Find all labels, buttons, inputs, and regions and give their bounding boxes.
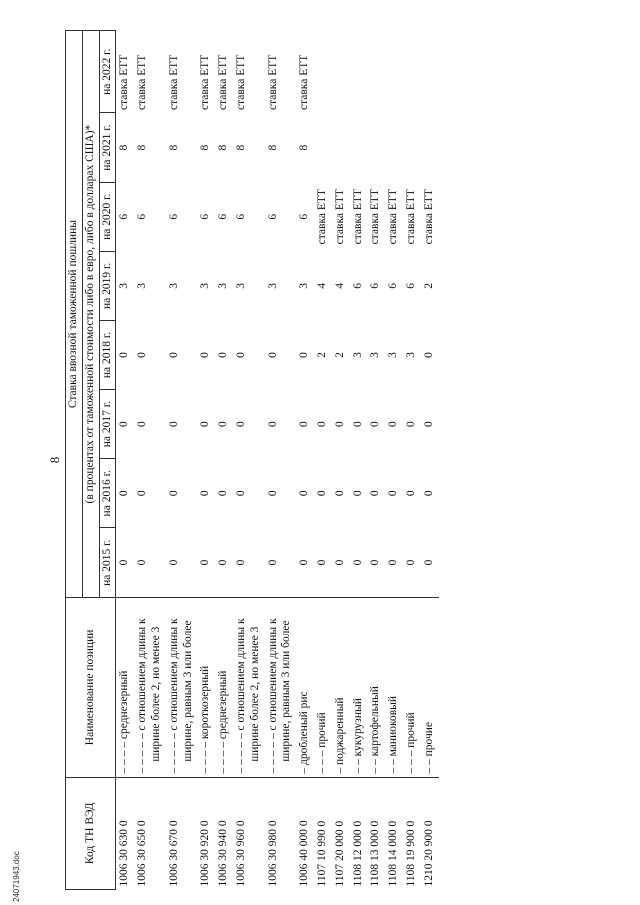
rate-value: 8 [298, 144, 311, 151]
rate-value: 3 [136, 282, 149, 289]
rate-value: 0 [387, 421, 400, 428]
rate-value: 6 [404, 282, 417, 289]
rate-value: 0 [315, 559, 328, 566]
rate-value: 0 [298, 352, 311, 358]
rate-value [421, 113, 439, 182]
item-name-cell [421, 598, 439, 778]
item-name: – – – прочий [315, 712, 328, 774]
rate-value: 0 [234, 559, 247, 566]
item-name: – – – – – с отношением длины к ширине более 2, но менее 3 [136, 618, 162, 774]
rate-value: 0 [369, 421, 382, 428]
item-name-cell [265, 598, 297, 778]
name-column-header: Наименование позиции [66, 598, 116, 778]
rate-value: 0 [351, 490, 364, 497]
hs-code: 1006 30 630 0 [118, 820, 131, 887]
item-name-cell [403, 598, 421, 778]
rate-value: 0 [404, 559, 417, 566]
page-number: 8 [47, 456, 62, 464]
rate-value: 0 [351, 559, 364, 566]
item-name: – – прочие [422, 721, 435, 774]
rate-value: 6 [234, 213, 247, 220]
hs-code: 1108 19 900 0 [404, 820, 417, 887]
table-row [296, 31, 314, 890]
item-name-cell [166, 598, 198, 778]
rate-value: 2 [315, 352, 328, 358]
rate-value: 8 [217, 144, 230, 151]
table-row [403, 31, 421, 890]
rate-value: 3 [217, 282, 230, 289]
rate-value: 6 [217, 213, 230, 220]
hs-code: 1108 13 000 0 [369, 820, 382, 887]
table-row [197, 31, 215, 890]
tariff-table [65, 30, 439, 890]
item-name: – – картофельный [369, 686, 382, 774]
rate-value: 0 [404, 490, 417, 497]
rate-value [367, 113, 385, 182]
rate-value: 0 [369, 490, 382, 497]
table-body [116, 31, 439, 890]
rate-value: 3 [167, 282, 180, 289]
rate-value: ставка ЕТТ [369, 189, 382, 245]
rate-value: 0 [266, 559, 279, 566]
rate-value: 0 [298, 490, 311, 497]
rate-value: 6 [199, 213, 212, 220]
rate-value: 0 [136, 490, 149, 497]
rate-value: 3 [298, 282, 311, 289]
rate-value [350, 31, 368, 114]
rate-value: 0 [333, 490, 346, 497]
year-header: на 2019 г. [99, 251, 116, 320]
item-name-cell [134, 598, 166, 778]
hs-code: 1108 12 000 0 [351, 820, 364, 887]
rate-value: 0 [199, 559, 212, 566]
rate-value: ставка ЕТТ [315, 189, 328, 245]
rate-value: ставка ЕТТ [298, 54, 311, 110]
rate-value: 3 [234, 282, 247, 289]
rate-value: 0 [422, 421, 435, 428]
rate-value: ставка ЕТТ [387, 189, 400, 245]
rate-value: 4 [315, 282, 328, 289]
rate-value: 6 [167, 213, 180, 220]
hs-code: 1108 14 000 0 [387, 820, 400, 887]
rate-value: 6 [136, 213, 149, 220]
item-name: – дробленый рис [298, 691, 311, 774]
rate-value: 0 [118, 352, 131, 358]
table-row [215, 31, 233, 890]
rate-value: 0 [266, 421, 279, 428]
rate-value: 6 [118, 213, 131, 220]
rate-value [421, 31, 439, 114]
rate-value [314, 31, 332, 114]
rate-value: 8 [199, 144, 212, 151]
rate-value [403, 31, 421, 114]
rate-value: ставка ЕТТ [217, 54, 230, 110]
rate-value: 0 [199, 352, 212, 358]
rate-value: 0 [199, 421, 212, 428]
rate-value: 0 [266, 490, 279, 497]
rate-value: 3 [404, 352, 417, 358]
rate-value [350, 113, 368, 182]
table-row [265, 31, 297, 890]
rate-value: 4 [333, 282, 346, 289]
rate-value: 0 [136, 421, 149, 428]
rate-value: 3 [387, 352, 400, 358]
table-row [367, 31, 385, 890]
item-name-cell [314, 598, 332, 778]
item-name-cell [350, 598, 368, 778]
hs-code: 1107 10 990 0 [315, 820, 328, 887]
rate-value: 0 [167, 490, 180, 497]
rate-value [403, 113, 421, 182]
rate-value: 0 [298, 421, 311, 428]
rate-value: 0 [136, 352, 149, 358]
rate-value: 0 [387, 490, 400, 497]
rate-value: 0 [199, 490, 212, 497]
item-name: – – – – – с отношением длины к ширине, равным 3 или более [167, 618, 194, 774]
rate-value: 3 [118, 282, 131, 289]
rate-value: 0 [315, 421, 328, 428]
item-name: – – – – среднезерный [118, 670, 131, 774]
rate-value: 8 [234, 144, 247, 151]
table-row [233, 31, 265, 890]
table-row [166, 31, 198, 890]
rate-value: ставка ЕТТ [333, 189, 346, 245]
item-name: – – – – короткозерный [199, 665, 212, 774]
rate-value: ставка ЕТТ [404, 189, 417, 245]
rate-value [332, 31, 350, 114]
year-header: на 2017 г. [99, 390, 116, 459]
item-name: – – – – среднезерный [217, 670, 230, 774]
item-name-cell [215, 598, 233, 778]
rate-value [332, 113, 350, 182]
code-column-header: Код ТН ВЭД [66, 777, 116, 889]
rate-value [385, 113, 403, 182]
year-header: на 2018 г. [99, 320, 116, 389]
rate-value: 0 [315, 490, 328, 497]
rate-value: 0 [333, 421, 346, 428]
hs-code: 1107 20 000 0 [333, 820, 346, 887]
rate-value: 8 [136, 144, 149, 151]
item-name: – – – – – с отношением длины к ширине более 2, но менее 3 [234, 618, 261, 774]
rate-value: 6 [298, 213, 311, 220]
rate-value: 0 [422, 490, 435, 497]
footer-filename: 24071943.doc [12, 851, 21, 902]
hs-code: 1006 40 000 0 [298, 820, 311, 887]
year-header: на 2021 г. [99, 113, 116, 182]
rate-value [314, 113, 332, 182]
year-header: на 2015 г. [99, 528, 116, 598]
rate-value: 0 [234, 490, 247, 497]
rate-value: 6 [266, 213, 279, 220]
item-name-cell [367, 598, 385, 778]
item-name-cell [332, 598, 350, 778]
rate-value: 6 [387, 282, 400, 289]
table-row [314, 31, 332, 890]
rate-value: 3 [351, 352, 364, 358]
rate-value: 0 [118, 490, 131, 497]
item-name-cell [296, 598, 314, 778]
rate-value: 0 [298, 559, 311, 566]
rate-value: 0 [351, 421, 364, 428]
year-header: на 2020 г. [99, 182, 116, 251]
item-name: – – – прочий [404, 712, 417, 774]
rate-value: 8 [118, 144, 131, 151]
rate-value: ставка ЕТТ [266, 54, 279, 110]
rate-value: ставка ЕТТ [199, 54, 212, 110]
rate-value: 6 [351, 282, 364, 289]
rate-value: 8 [167, 144, 180, 151]
item-name-cell [385, 598, 403, 778]
hs-code: 1006 30 980 0 [266, 820, 279, 887]
item-name-cell [116, 598, 134, 778]
year-header: на 2016 г. [99, 459, 116, 528]
hs-code: 1006 30 670 0 [167, 820, 180, 887]
table-row [116, 31, 134, 890]
rate-value: 0 [234, 421, 247, 428]
table-row [332, 31, 350, 890]
rate-title-header: Ставка ввозной таможенной пошлины [66, 31, 83, 598]
table-row [385, 31, 403, 890]
rate-value: 0 [333, 559, 346, 566]
rate-value: 0 [404, 421, 417, 428]
rate-value: 0 [167, 352, 180, 358]
year-header: на 2022 г. [99, 31, 116, 114]
rate-value: 0 [266, 352, 279, 358]
hs-code: 1210 20 900 0 [422, 820, 435, 887]
rate-value: 0 [167, 421, 180, 428]
rate-value: ставка ЕТТ [351, 189, 364, 245]
item-name: – – – – – с отношением длины к ширине, равным 3 или более [266, 618, 293, 774]
rate-value: 0 [217, 559, 230, 566]
hs-code: 1006 30 920 0 [199, 820, 212, 887]
table-row [421, 31, 439, 890]
hs-code: 1006 30 650 0 [136, 820, 149, 887]
rate-value: ставка ЕТТ [234, 54, 247, 110]
rate-value: 0 [118, 421, 131, 428]
rate-value: 3 [369, 352, 382, 358]
rate-value: 3 [199, 282, 212, 289]
rate-value: ставка ЕТТ [136, 54, 149, 110]
rate-value: 0 [217, 490, 230, 497]
rate-value: ставка ЕТТ [167, 54, 180, 110]
rate-value: 0 [118, 559, 131, 566]
rate-value: ставка ЕТТ [422, 189, 435, 245]
rate-subtitle-header: (в процентах от таможенной стоимости либо в евро, либо в долларах США)* [82, 31, 99, 598]
table-row [350, 31, 368, 890]
rate-value [367, 31, 385, 114]
rate-value: 2 [333, 352, 346, 358]
rate-value: 6 [369, 282, 382, 289]
rotated-page-content [47, 30, 625, 890]
rate-value: ставка ЕТТ [118, 54, 131, 110]
item-name-cell [197, 598, 215, 778]
rate-value: 3 [266, 282, 279, 289]
hs-code: 1006 30 960 0 [234, 820, 247, 887]
rate-value: 0 [217, 352, 230, 358]
item-name: – – кукурузный [351, 698, 364, 774]
rate-value: 0 [136, 559, 149, 566]
item-name: – – маниоковый [387, 695, 400, 774]
rate-value: 0 [369, 559, 382, 566]
rate-value: 0 [234, 352, 247, 358]
table-row [134, 31, 166, 890]
rate-value [385, 31, 403, 114]
rate-value: 0 [167, 559, 180, 566]
rate-value: 8 [266, 144, 279, 151]
rate-value: 0 [217, 421, 230, 428]
rate-value: 0 [422, 559, 435, 566]
item-name-cell [233, 598, 265, 778]
rate-value: 2 [422, 282, 435, 289]
item-name: – поджаренный [333, 697, 346, 774]
rate-value: 0 [422, 352, 435, 358]
hs-code: 1006 30 940 0 [217, 820, 230, 887]
rate-value: 0 [387, 559, 400, 566]
